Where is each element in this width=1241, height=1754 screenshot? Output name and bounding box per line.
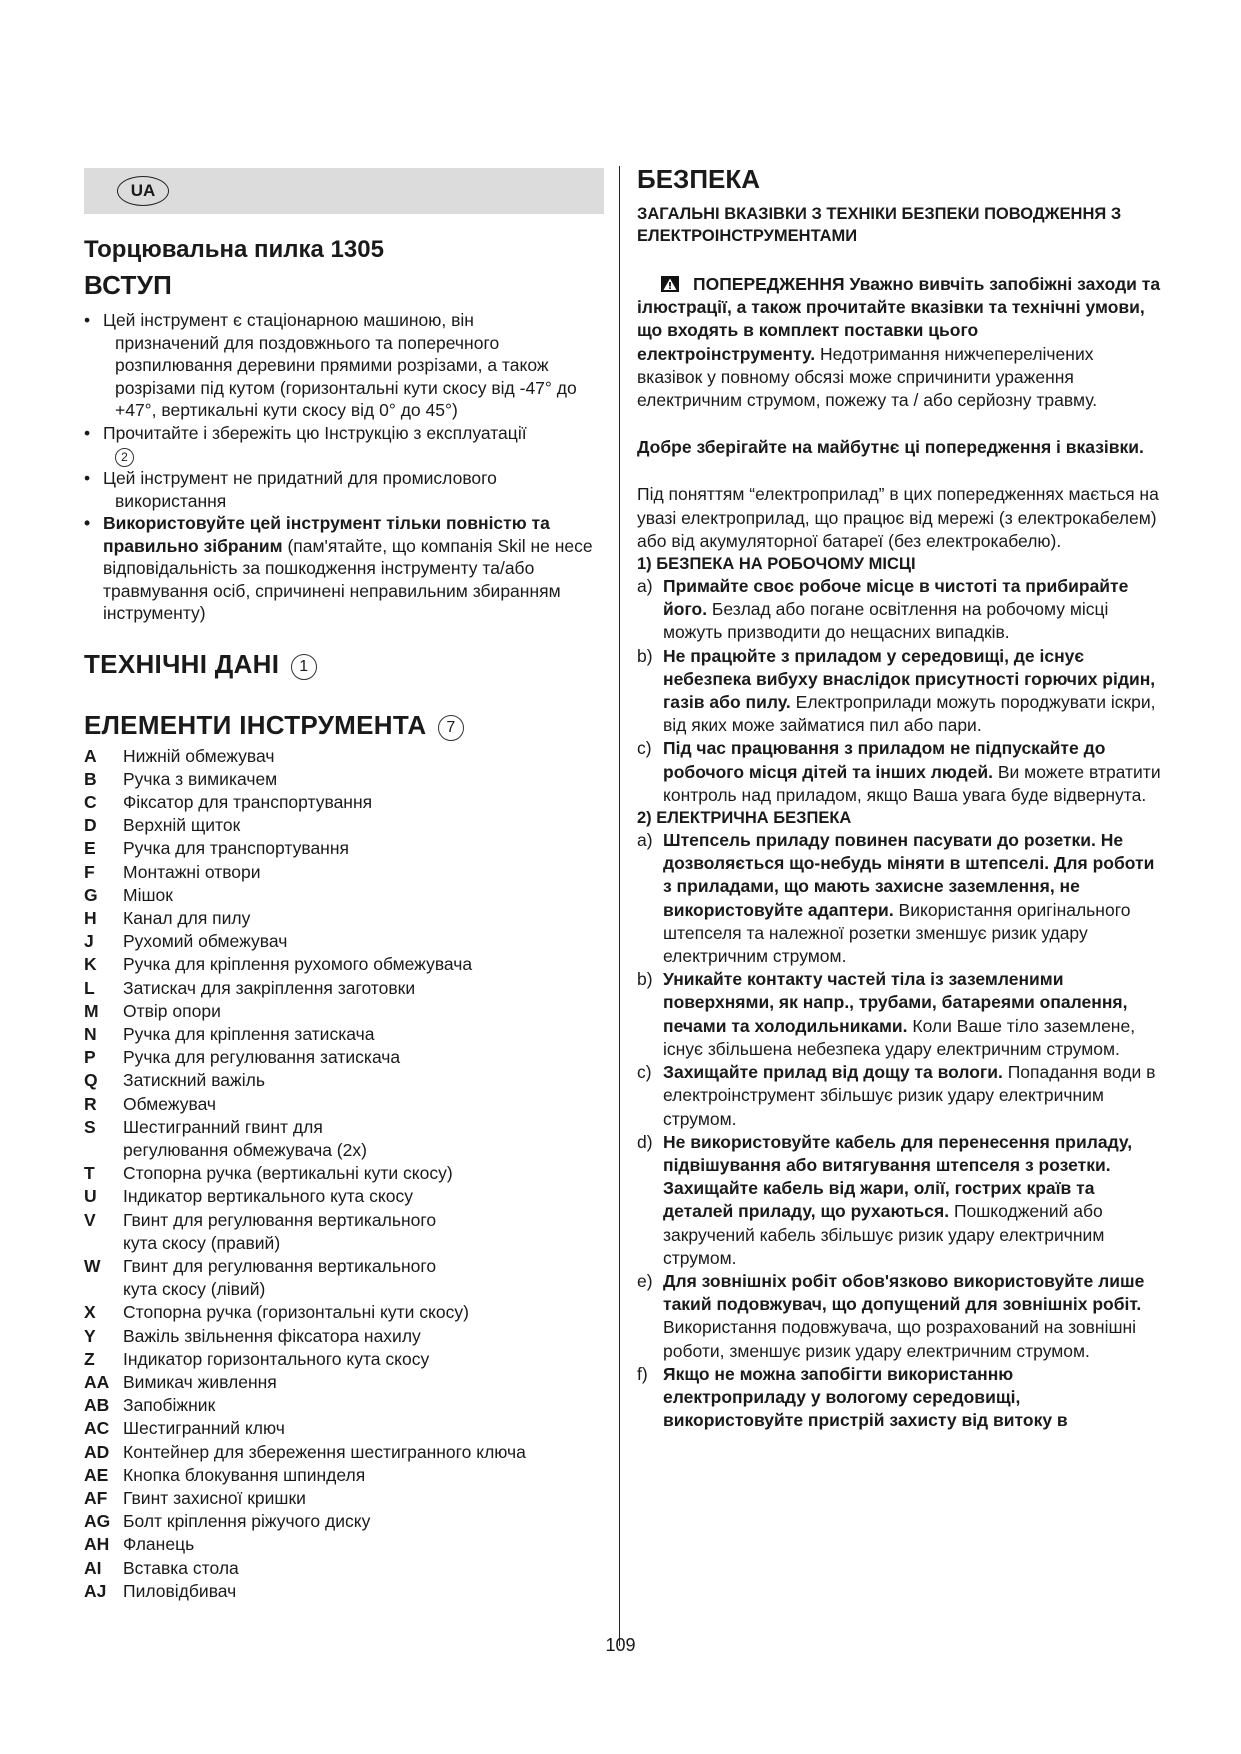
- figure-ref-2: 2: [115, 448, 134, 467]
- component-item: [84, 1116, 604, 1162]
- component-label: Вставка стола: [123, 1557, 239, 1578]
- component-item: [84, 861, 604, 884]
- component-item: [84, 1580, 604, 1603]
- component-label: Мішок: [123, 884, 173, 905]
- safety-item-explanation: Використання подовжувача, що розрахований на зовнішні роботи, зменшує ризик удару електричним струмом.: [663, 1317, 1137, 1361]
- component-code: R: [84, 1093, 97, 1114]
- component-code: Q: [84, 1070, 98, 1091]
- intro-bullets: [84, 309, 604, 625]
- safety-item: [637, 829, 1161, 968]
- figure-ref-7: 7: [438, 715, 464, 741]
- safety-item-explanation: Безлад або погане освітлення на робочому місці можуть призводити до нещасних випадків.: [663, 599, 1109, 643]
- component-code: AG: [84, 1511, 111, 1532]
- safety-item: [637, 1270, 1161, 1363]
- safety-item-letter: a): [637, 576, 653, 597]
- component-code: H: [84, 907, 97, 928]
- component-code: AH: [84, 1534, 110, 1555]
- section-2-items: [637, 829, 1161, 1432]
- component-code: AD: [84, 1441, 110, 1462]
- section-2-title: 2) ЕЛЕКТРИЧНА БЕЗПЕКА: [637, 809, 852, 828]
- component-code: F: [84, 861, 95, 882]
- component-item: [84, 1487, 604, 1510]
- component-item: [84, 1000, 604, 1023]
- component-label: Рухомий обмежувач: [123, 931, 288, 952]
- component-label: Затискач для закріплення заготовки: [123, 977, 416, 998]
- component-label: Затискний важіль: [123, 1070, 265, 1091]
- component-item: [84, 930, 604, 953]
- safety-item-rule: Уникайте контакту частей тіла із заземленими поверхнями, як напр., трубами, батареями опалення, печами та холодильниками.: [663, 969, 1128, 1036]
- component-label: Вимикач живлення: [123, 1371, 277, 1392]
- component-item: [84, 1371, 604, 1394]
- warning-paragraph: ПОПЕРЕДЖЕННЯ Уважно вивчіть запобіжні заходи та ілюстрації, а також прочитайте вказівки та технічні умови, що входять в комплект поставки цього електроінструменту. Недотримання нижчеперелічених вказівок у повному обсязі може спричинити ураження електричним струмом, пожежу та / або серйозну травму.: [637, 274, 1161, 411]
- safety-item-explanation: Пошкоджений або закручений кабель збільшує ризик удару електричним струмом.: [663, 1201, 1105, 1268]
- component-item: [84, 953, 604, 976]
- component-item: [84, 814, 604, 837]
- safety-item-rule: Штепсель приладу повинен пасувати до розетки. Не дозволяється що-небудь міняти в штепселі. Для роботи з приладами, що мають захисне заземлення, не використовуйте адаптери.: [663, 830, 1155, 920]
- tech-data-heading: ТЕХНІЧНІ ДАНІ 1: [84, 649, 604, 680]
- components-list: [84, 745, 604, 1604]
- intro-heading: ВСТУП: [84, 270, 173, 300]
- component-code: K: [84, 954, 97, 975]
- intro-bullet-1: • Цей інструмент є стаціонарною машиною, він призначений для поздовжнього та поперечного розпилювання деревини прямими розрізами, а також розрізами під кутом (горизонтальні кути скосу від -47° до +47°, вертикальні кути скосу від 0° до 45°): [84, 310, 577, 420]
- safety-item-explanation: Електроприлади можуть породжувати іскри, від яких може займатися пил або пари.: [663, 692, 1156, 736]
- component-code: S: [84, 1116, 96, 1137]
- safety-item-rule: Захищайте прилад від дощу та вологи.: [663, 1062, 1003, 1083]
- component-label: Ручка для транспортування: [123, 838, 349, 859]
- warning-triangle-icon: [661, 276, 679, 292]
- component-label: Верхній щиток: [123, 815, 241, 836]
- tool-elements-heading: ЕЛЕМЕНТИ ІНСТРУМЕНТА 7: [84, 710, 604, 741]
- component-label: Гвинт для регулювання вертикального: [123, 1209, 437, 1230]
- safety-item: [637, 1363, 1161, 1433]
- safety-subheading: ЗАГАЛЬНІ ВКАЗІВКИ З ТЕХНІКИ БЕЗПЕКИ ПОВОДЖЕННЯ З ЕЛЕКТРОІНСТРУМЕНТАМИ: [637, 205, 1122, 245]
- component-label: Стопорна ручка (горизонтальні кути скосу): [123, 1302, 469, 1323]
- component-label: Гвинт захисної кришки: [123, 1488, 306, 1508]
- component-label-cont: кута скосу (лівий): [123, 1279, 266, 1300]
- component-label: Індикатор горизонтального кута скосу: [123, 1348, 430, 1369]
- component-label: Канал для пилу: [123, 907, 251, 928]
- safety-item: [637, 645, 1161, 738]
- component-item: [84, 1441, 604, 1464]
- document-title: Торцювальна пилка 1305: [84, 236, 384, 263]
- component-item: [84, 977, 604, 1000]
- component-item: [84, 1046, 604, 1069]
- component-label: Ручка для регулювання затискача: [123, 1047, 401, 1068]
- component-item: [84, 1069, 604, 1092]
- component-code: AJ: [84, 1580, 107, 1601]
- component-code: U: [84, 1186, 97, 1207]
- component-code: V: [84, 1209, 96, 1230]
- page-number: 109: [605, 1635, 636, 1655]
- definition-paragraph: Під поняттям “електроприлад” в цих попередженнях мається на увазі електроприлад, що працює від мережі (з електрокабелем) або від акумуляторної батареї (без електрокабелю).: [637, 484, 1159, 551]
- component-item: [84, 791, 604, 814]
- safety-item-letter: c): [637, 1062, 652, 1083]
- component-item: [84, 884, 604, 907]
- safety-item: [637, 968, 1161, 1061]
- safety-item-rule: Примайте своє робоче місце в чистоті та прибирайте його.: [663, 576, 1129, 620]
- component-label: Стопорна ручка (вертикальні кути скосу): [123, 1163, 453, 1184]
- keep-instructions: Добре зберігайте на майбутнє ці попередження і вказівки.: [637, 437, 1144, 458]
- component-item: [84, 1533, 604, 1556]
- safety-item-explanation: Коли Ваше тіло заземлене, існує збільшена небезпека удару електричним струмом.: [663, 1015, 1136, 1059]
- component-label: Ручка для кріплення рухомого обмежувача: [123, 954, 473, 975]
- component-code: AE: [84, 1464, 109, 1485]
- intro-bullet-4: • Використовуйте цей інструмент тільки повністю та правильно зібраним (пам'ятайте, що компанія Skil не несе відповідальність за пошкодження інструменту та/або травмування осіб, спричинені неправильним збиранням інструменту): [84, 513, 593, 623]
- component-item: [84, 1417, 604, 1440]
- component-label: Фланець: [123, 1534, 195, 1555]
- component-label-cont: регулювання обмежувача (2x): [123, 1139, 367, 1160]
- component-item: [84, 1301, 604, 1324]
- component-item: [84, 1325, 604, 1348]
- language-badge: UA: [117, 176, 169, 206]
- safety-item: [637, 575, 1161, 645]
- component-item: [84, 1348, 604, 1371]
- component-item: [84, 1557, 604, 1580]
- safety-item-explanation: Попадання води в електроінструмент збільшує ризик удару електричним струмом.: [663, 1062, 1156, 1129]
- component-label: Кнопка блокування шпинделя: [123, 1464, 366, 1485]
- component-code: D: [84, 815, 97, 836]
- safety-item: [637, 1061, 1161, 1131]
- component-code: AB: [84, 1395, 110, 1416]
- safety-item-rule: Для зовнішніх робіт обов'язково використовуйте лише такий подовжувач, що допущений для зовнішніх робіт.: [663, 1270, 1145, 1315]
- component-item: [84, 1185, 604, 1208]
- section-1-items: [637, 575, 1161, 807]
- component-label: Індикатор вертикального кута скосу: [123, 1186, 413, 1207]
- component-code: Y: [84, 1325, 96, 1346]
- safety-item-rule: Під час працювання з приладом не підпускайте до робочого місця дітей та інших людей.: [663, 738, 1106, 782]
- component-item: [84, 1023, 604, 1046]
- section-1-title: 1) БЕЗПЕКА НА РОБОЧОМУ МІСЦІ: [637, 555, 916, 574]
- left-column: [84, 168, 604, 1603]
- component-label: Монтажні отвори: [123, 861, 261, 882]
- component-label: Обмежувач: [123, 1093, 217, 1114]
- component-label: Контейнер для збереження шестигранного ключа: [123, 1441, 526, 1462]
- component-item: [84, 1209, 604, 1255]
- component-item: [84, 1464, 604, 1487]
- component-code: W: [84, 1255, 101, 1276]
- safety-item: [637, 1131, 1161, 1270]
- component-label: Шестигранний гвинт для: [123, 1116, 323, 1137]
- component-label-cont: кута скосу (правий): [123, 1232, 281, 1253]
- component-item: [84, 1255, 604, 1301]
- component-code: P: [84, 1047, 96, 1068]
- intro-bullet-3: • Цей інструмент не придатний для промислового використання: [84, 468, 497, 511]
- safety-item-letter: b): [637, 969, 653, 990]
- component-label: Запобіжник: [123, 1395, 216, 1416]
- component-code: B: [84, 768, 97, 789]
- safety-item-letter: b): [637, 645, 653, 666]
- intro-bullet-2: • Прочитайте і збережіть цю Інструкцію з експлуатації 2: [84, 422, 604, 468]
- component-label: Шестигранний ключ: [123, 1418, 285, 1439]
- component-label: Ручка для кріплення затискача: [123, 1023, 375, 1044]
- safety-item-letter: f): [637, 1363, 648, 1384]
- safety-item-letter: c): [637, 738, 652, 759]
- component-label: Гвинт для регулювання вертикального: [123, 1255, 437, 1276]
- component-code: E: [84, 838, 96, 859]
- component-label: Нижній обмежувач: [123, 745, 275, 766]
- component-label: Важіль звільнення фіксатора нахилу: [123, 1325, 421, 1346]
- component-code: N: [84, 1023, 97, 1044]
- component-item: [84, 768, 604, 791]
- component-item: [84, 837, 604, 860]
- component-label: Пиловідбивач: [123, 1580, 237, 1601]
- component-code: AA: [84, 1371, 110, 1392]
- component-code: T: [84, 1163, 95, 1184]
- component-code: Z: [84, 1348, 95, 1369]
- component-code: AI: [84, 1557, 102, 1578]
- component-item: [84, 1394, 604, 1417]
- component-item: [84, 907, 604, 930]
- component-item: [84, 1510, 604, 1533]
- language-bar: [84, 168, 604, 214]
- component-item: [84, 1162, 604, 1185]
- safety-item-letter: a): [637, 830, 653, 851]
- component-label: Фіксатор для транспортування: [123, 791, 373, 812]
- component-code: J: [84, 931, 94, 952]
- safety-heading: БЕЗПЕКА: [637, 164, 760, 194]
- safety-item-letter: e): [637, 1270, 653, 1291]
- component-code: M: [84, 1000, 99, 1021]
- safety-item-rule: Не використовуйте кабель для перенесення приладу, підвішування або витягування штепселя з розетки. Захищайте кабель від жари, олії, гострих країв та деталей приладу, що рухаються.: [663, 1131, 1133, 1222]
- component-label: Отвір опори: [123, 1000, 221, 1021]
- safety-item-letter: d): [637, 1131, 653, 1152]
- component-label: Ручка з вимикачем: [123, 768, 278, 789]
- figure-ref-1: 1: [291, 654, 317, 680]
- component-code: L: [84, 977, 95, 998]
- safety-item: [637, 737, 1161, 807]
- component-code: C: [84, 791, 97, 812]
- column-divider: [619, 166, 620, 1646]
- component-code: AF: [84, 1488, 108, 1508]
- safety-item-explanation: Використання оригінального штепселя та належної розетки зменшує ризик удару електричним струмом.: [663, 899, 1131, 967]
- safety-item-rule: Якщо не можна запобігти використанню електроприладу у вологому середовищі, використовуйте пристрій захисту від витоку в: [663, 1363, 1068, 1431]
- safety-item-rule: Не працюйте з приладом у середовищі, де існує небезпека вибуху внаслідок присутності горючих рідин, газів або пилу.: [663, 645, 1156, 713]
- safety-item-explanation: Ви можете втратити контроль над приладом, якщо Ваша увага буде відвернута.: [663, 761, 1161, 805]
- component-code: X: [84, 1302, 96, 1323]
- component-label: Болт кріплення ріжучого диску: [123, 1511, 371, 1532]
- component-code: AC: [84, 1418, 110, 1439]
- component-code: G: [84, 884, 98, 905]
- component-code: A: [84, 745, 97, 766]
- right-column: [637, 164, 1161, 1432]
- component-item: [84, 745, 604, 768]
- component-item: [84, 1093, 604, 1116]
